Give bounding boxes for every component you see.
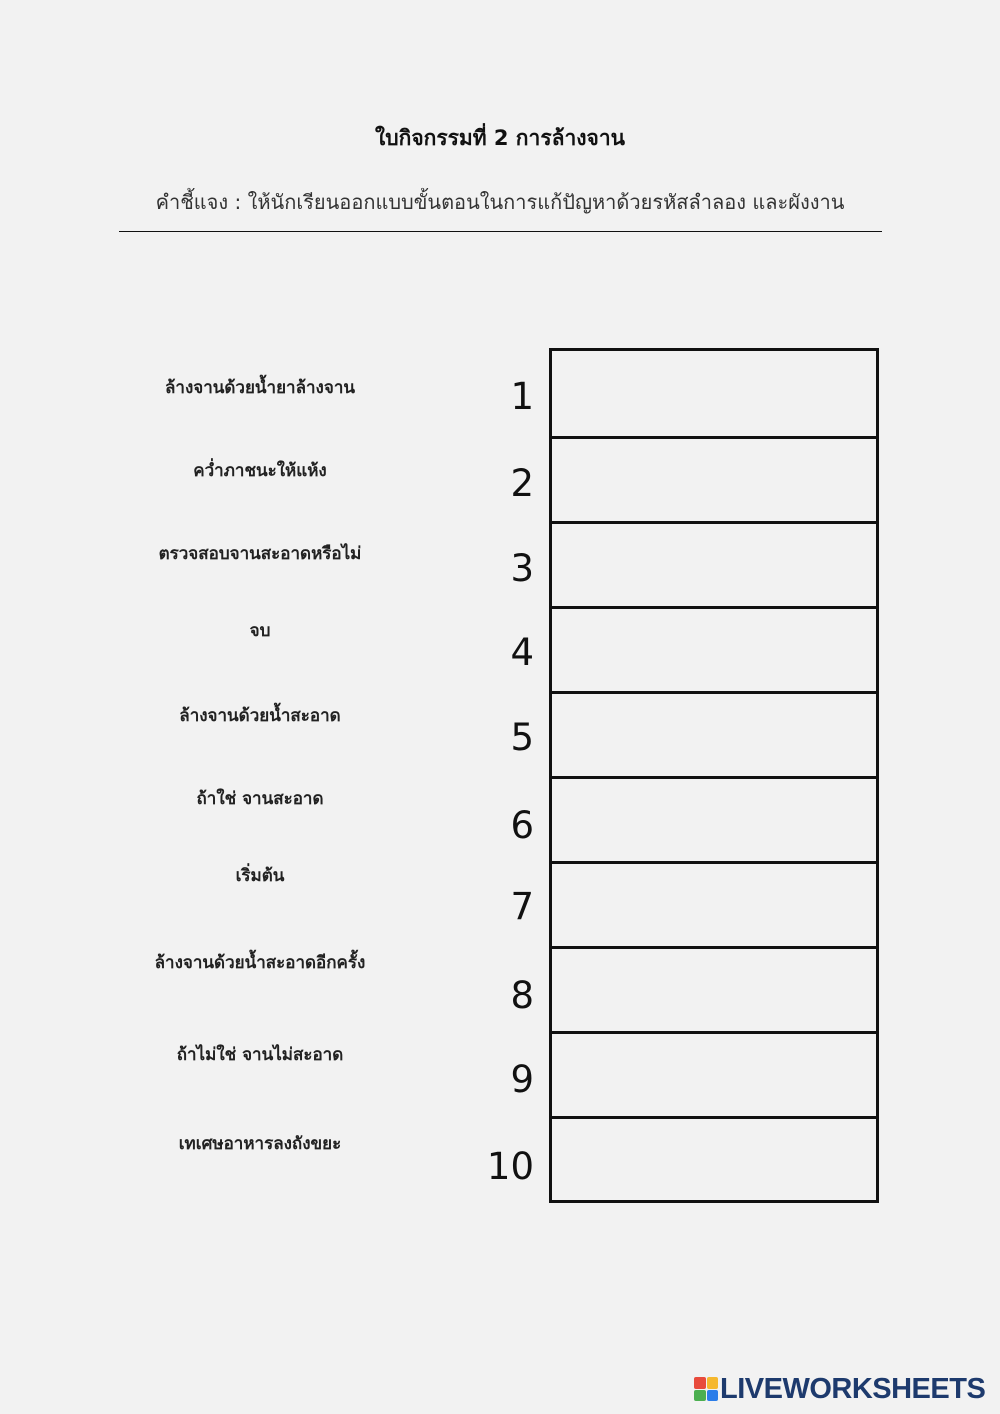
instructions-text: คำชี้แจง : ให้นักเรียนออกแบบขั้นตอนในการแก้ปัญหาด้วยรหัสลำลอง และผังงาน — [155, 190, 845, 214]
step-label: ถ้าไม่ใช่ จานไม่สะอาด — [176, 1045, 344, 1065]
step-label: เทเศษอาหารลงถังขยะ — [178, 1134, 342, 1154]
row-number: 6 — [510, 804, 534, 847]
row-number: 7 — [510, 885, 534, 928]
row-number: 3 — [510, 547, 534, 590]
answer-box[interactable] — [552, 606, 876, 691]
row-number: 9 — [510, 1058, 534, 1101]
step-label: ล้างจานด้วยน้ำสะอาดอีกครั้ง — [154, 953, 366, 973]
brand-name: LIVEWORKSHEETS — [720, 1372, 986, 1405]
step-label: ถ้าใช่ จานสะอาด — [196, 789, 324, 809]
step-label: ล้างจานด้วยน้ำสะอาด — [179, 706, 341, 726]
answer-box[interactable] — [552, 691, 876, 776]
answer-box[interactable] — [552, 776, 876, 861]
answer-grid — [549, 348, 879, 1203]
row-number: 10 — [486, 1145, 534, 1188]
step-label: ตรวจสอบจานสะอาดหรือไม่ — [158, 544, 362, 564]
answer-box[interactable] — [552, 351, 876, 436]
row-number: 1 — [510, 375, 534, 418]
liveworksheets-logo-icon — [694, 1377, 718, 1401]
answer-box[interactable] — [552, 436, 876, 521]
header-divider — [119, 231, 882, 232]
row-number: 8 — [510, 974, 534, 1017]
row-number: 4 — [510, 631, 534, 674]
answer-box[interactable] — [552, 946, 876, 1031]
step-label: จบ — [249, 621, 271, 641]
answer-box[interactable] — [552, 861, 876, 946]
step-label: คว่ำภาชนะให้แห้ง — [193, 461, 327, 481]
step-label: เริ่มต้น — [235, 866, 285, 886]
answer-box[interactable] — [552, 521, 876, 606]
page-title: ใบกิจกรรมที่ 2 การล้างจาน — [375, 126, 625, 150]
row-number: 2 — [510, 462, 534, 505]
step-label: ล้างจานด้วยน้ำยาล้างจาน — [164, 378, 355, 398]
liveworksheets-brand — [694, 1372, 986, 1405]
row-number: 5 — [510, 716, 534, 759]
answer-box[interactable] — [552, 1031, 876, 1116]
answer-box[interactable] — [552, 1116, 876, 1201]
